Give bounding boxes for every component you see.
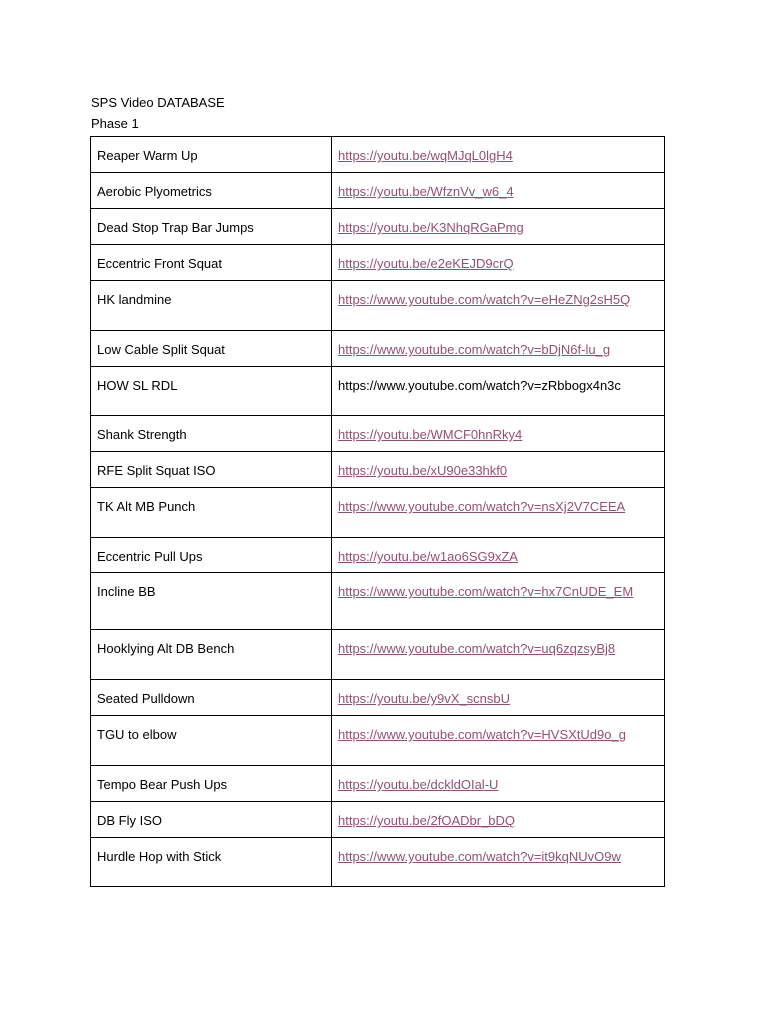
video-link[interactable]: https://www.youtube.com/watch?v=HVSXtUd9o_g [338, 727, 626, 742]
video-link[interactable]: https://youtu.be/2fOADbr_bDQ [338, 813, 516, 828]
table-row [91, 245, 665, 281]
exercise-name-cell: Dead Stop Trap Bar Jumps [91, 209, 332, 245]
video-url-cell [332, 802, 665, 838]
video-link[interactable]: https://youtu.be/w1ao6SG9xZA [338, 549, 518, 564]
document-title: SPS Video DATABASE [91, 95, 225, 110]
video-url-cell [332, 538, 665, 573]
video-url-cell [332, 838, 665, 887]
video-url-cell [332, 716, 665, 766]
video-link[interactable]: https://youtu.be/y9vX_scnsbU [338, 691, 510, 706]
video-table-body [91, 137, 665, 887]
video-url-cell [332, 452, 665, 488]
video-link[interactable]: https://youtu.be/WMCF0hnRky4 [338, 427, 523, 442]
video-table [90, 136, 665, 887]
table-row [91, 209, 665, 245]
video-url-cell [332, 331, 665, 367]
exercise-name-cell: Hooklying Alt DB Bench [91, 630, 332, 680]
video-url-cell [332, 367, 665, 416]
exercise-name-cell: Seated Pulldown [91, 680, 332, 716]
exercise-name-cell: Aerobic Plyometrics [91, 173, 332, 209]
video-url-cell [332, 245, 665, 281]
video-link[interactable]: https://www.youtube.com/watch?v=nsXj2V7CEEA [338, 499, 626, 514]
table-row [91, 766, 665, 802]
exercise-name-cell: HK landmine [91, 281, 332, 331]
video-url-cell [332, 173, 665, 209]
video-url-cell [332, 573, 665, 630]
video-url-cell [332, 488, 665, 538]
video-url-text: https://www.youtube.com/watch?v=zRbbogx4n3c [338, 378, 621, 393]
exercise-name-cell: HOW SL RDL [91, 367, 332, 416]
table-row [91, 452, 665, 488]
video-url-cell [332, 137, 665, 173]
table-row [91, 173, 665, 209]
video-url-cell [332, 209, 665, 245]
exercise-name-cell: Reaper Warm Up [91, 137, 332, 173]
video-link[interactable]: https://youtu.be/xU90e33hkf0 [338, 463, 508, 478]
exercise-name-cell: Low Cable Split Squat [91, 331, 332, 367]
exercise-name-cell: Hurdle Hop with Stick [91, 838, 332, 887]
table-row [91, 281, 665, 331]
table-row [91, 538, 665, 573]
table-row [91, 630, 665, 680]
video-url-cell [332, 630, 665, 680]
video-link[interactable]: https://www.youtube.com/watch?v=eHeZNg2sH5Q [338, 292, 631, 307]
exercise-name-cell: TK Alt MB Punch [91, 488, 332, 538]
video-link[interactable]: https://youtu.be/dckldOIal-U [338, 777, 499, 792]
table-row [91, 680, 665, 716]
table-row [91, 802, 665, 838]
video-url-cell [332, 416, 665, 452]
table-row [91, 573, 665, 630]
exercise-name-cell: RFE Split Squat ISO [91, 452, 332, 488]
exercise-name-cell: DB Fly ISO [91, 802, 332, 838]
table-row [91, 331, 665, 367]
video-link[interactable]: https://youtu.be/K3NhqRGaPmg [338, 220, 524, 235]
video-link[interactable]: https://youtu.be/e2eKEJD9crQ [338, 256, 514, 271]
document-subtitle: Phase 1 [91, 116, 139, 131]
video-link[interactable]: https://www.youtube.com/watch?v=hx7CnUDE_EM [338, 584, 634, 599]
video-link[interactable]: https://youtu.be/WfznVv_w6_4 [338, 184, 514, 199]
exercise-name-cell: Eccentric Front Squat [91, 245, 332, 281]
video-url-cell [332, 281, 665, 331]
video-link[interactable]: https://youtu.be/wqMJqL0lgH4 [338, 148, 513, 163]
table-row [91, 716, 665, 766]
table-row [91, 838, 665, 887]
table-row [91, 367, 665, 416]
table-row [91, 137, 665, 173]
exercise-name-cell: Tempo Bear Push Ups [91, 766, 332, 802]
video-url-cell [332, 680, 665, 716]
video-url-cell [332, 766, 665, 802]
exercise-name-cell: Shank Strength [91, 416, 332, 452]
table-row [91, 416, 665, 452]
video-link[interactable]: https://www.youtube.com/watch?v=it9kqNUvO9w [338, 849, 621, 864]
exercise-name-cell: Incline BB [91, 573, 332, 630]
video-link[interactable]: https://www.youtube.com/watch?v=bDjN6f-lu_g [338, 342, 611, 357]
exercise-name-cell: TGU to elbow [91, 716, 332, 766]
video-link[interactable]: https://www.youtube.com/watch?v=uq6zqzsyBj8 [338, 641, 616, 656]
table-row [91, 488, 665, 538]
exercise-name-cell: Eccentric Pull Ups [91, 538, 332, 573]
